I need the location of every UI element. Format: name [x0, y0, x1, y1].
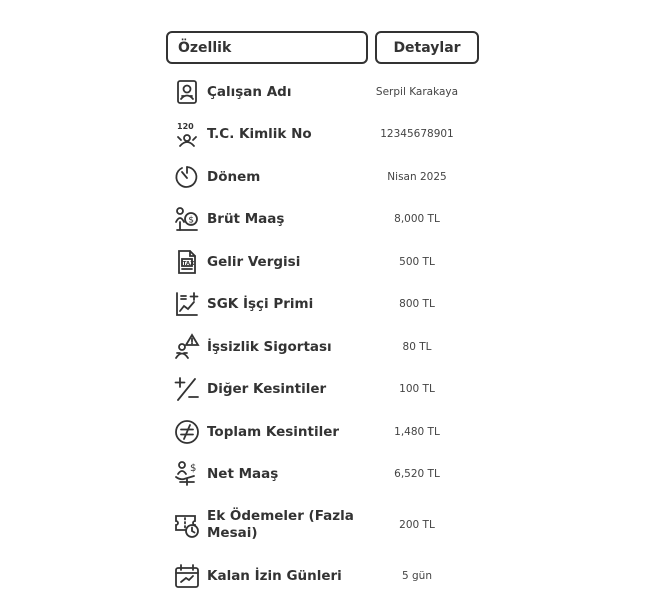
table-row [172, 289, 482, 319]
row-value: 500 TL [399, 256, 435, 268]
plus-minus-icon [172, 374, 202, 404]
table-row [172, 162, 482, 192]
row-label: Gelir Vergisi [207, 253, 301, 270]
row-value: Nisan 2025 [387, 171, 447, 183]
row-value: 80 TL [402, 341, 432, 353]
row-label: Brüt Maaş [207, 210, 285, 227]
table-row [172, 247, 482, 277]
table-row [172, 459, 482, 489]
row-label: Toplam Kesintiler [207, 423, 340, 440]
svg-text:$: $ [190, 463, 197, 474]
id-number-text: 120 [177, 122, 194, 131]
chart-plus-icon [172, 289, 202, 319]
row-value: 5 gün [402, 570, 432, 582]
row-label: Net Maaş [207, 465, 279, 482]
table-row [172, 332, 482, 362]
table-row [172, 374, 482, 404]
not-equal-icon [172, 417, 202, 447]
person-warning-icon [172, 332, 202, 362]
table-row [172, 561, 482, 591]
id-number-icon [172, 119, 202, 149]
table-row [172, 506, 482, 544]
table-row [172, 417, 482, 447]
row-value: 200 TL [399, 519, 435, 531]
tax-document-icon [172, 247, 202, 277]
svg-text:$: $ [188, 215, 195, 226]
table-row [172, 119, 482, 149]
person-salary-icon [172, 459, 202, 489]
tax-text: TAX [182, 260, 195, 267]
table-row [172, 204, 482, 234]
row-value: 1,480 TL [394, 426, 440, 438]
row-label: Çalışan Adı [207, 83, 292, 100]
row-label: SGK İşçi Primi [207, 295, 314, 312]
row-label: İşsizlik Sigortası [207, 338, 332, 355]
header-details: Detaylar [375, 31, 479, 64]
row-label: Kalan İzin Günleri [207, 567, 342, 584]
row-label: T.C. Kimlik No [207, 125, 312, 142]
row-label: Ek Ödemeler (Fazla Mesai) [207, 508, 354, 541]
table-row [172, 77, 482, 107]
ticket-clock-icon [172, 510, 202, 540]
row-value: 12345678901 [380, 128, 454, 140]
row-value: 800 TL [399, 298, 435, 310]
timer-icon [172, 162, 202, 192]
row-label: Diğer Kesintiler [207, 380, 327, 397]
calendar-leave-icon [172, 561, 202, 591]
row-value: 8,000 TL [394, 213, 440, 225]
row-value: 100 TL [399, 383, 435, 395]
row-label: Dönem [207, 168, 261, 185]
person-money-icon [172, 204, 202, 234]
employee-badge-icon [172, 77, 202, 107]
row-value: Serpil Karakaya [375, 86, 459, 98]
row-value: 6,520 TL [394, 468, 440, 480]
header-feature: Özellik [166, 31, 368, 64]
